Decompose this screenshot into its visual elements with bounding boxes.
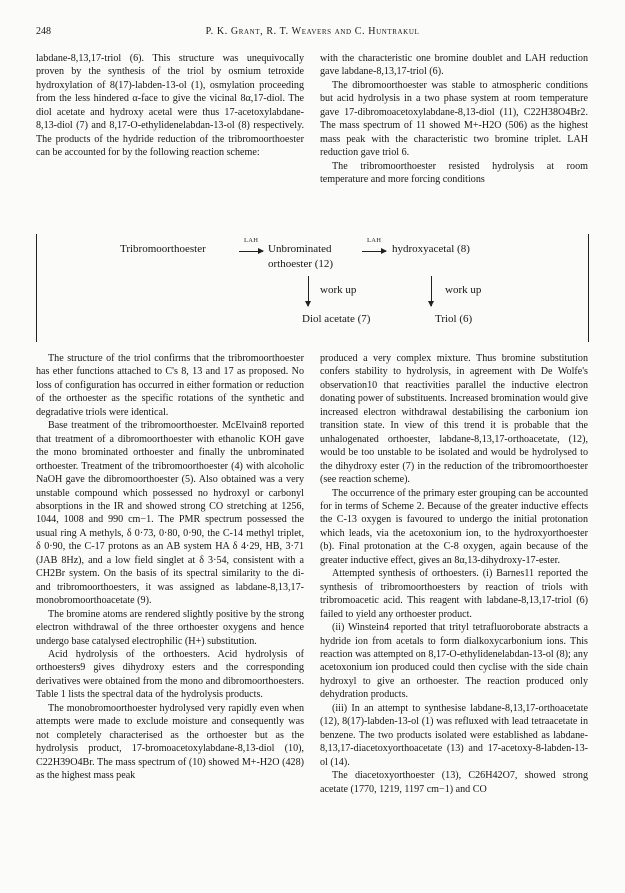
scheme-arrow-2 (362, 251, 386, 252)
paragraph: The diacetoxyorthoester (13), C26H42O7, showed strong acetate (1770, 1219, 1197 cm−1) and CO (320, 770, 588, 795)
paragraph: (iii) In an attempt to synthesise labdane-8,13,17-orthoacetate (12), 8(17)-labden-13-ol (1) was refluxed with lead tetraacetate in benzene. The two products isolated were established as labdane-8,13,17-diacetoxyorthoacetate (13) and 17-acetoxy-8-labden-13-ol (14). (320, 702, 588, 768)
paragraph: The structure of the triol confirms that the tribromoorthoester has ether functions attached to C's 8, 13 and 17 as proposed. No loss of configuration has occurred in either formation or reduction of the orthoester as the specific rotations of the synthetic and degradative triols were identical. (36, 353, 304, 418)
text-column-top-left (36, 52, 304, 160)
scheme-bracket-left (36, 234, 37, 342)
running-header (36, 26, 589, 40)
scheme-arrow-down-right (431, 276, 432, 306)
paragraph: The dibromoorthoester was stable to atmospheric conditions but acid hydrolysis in a two phase system at room temperature gave 17-dibromoacetoxylabdane-8,13-diol (11), C22H38O4Br2. The mass spectrum of 11 showed M+-H2O (506) as the highest mass peak with the characteristic two bromine triplet. LAH reduction gave triol 6. (320, 79, 588, 159)
paragraph: Acid hydrolysis of the orthoesters. Acid hydrolysis of orthoesters9 gives dihydroxy esters and the corresponding derivatives were obtained from the mono and dibromoorthoesters. Table 1 lists the spectral data of the hydrolysis products. (36, 648, 304, 701)
scheme-bracket-right (588, 234, 589, 342)
paragraph: Attempted synthesis of orthoesters. (i) Barnes11 reported the synthesis of tribromoorthoesters by reaction of triols with tribromoacetic acid. This reagent with labdane-8,13,17-triol (6) failed to yield any orthoester product. (320, 568, 588, 620)
text-column-bottom-right (320, 352, 588, 796)
reaction-scheme (36, 234, 589, 342)
scheme-start-compound: Tribromoorthoester (120, 243, 206, 255)
scheme-workup-left: work up (320, 284, 357, 296)
scheme-workup-right: work up (445, 284, 482, 296)
scheme-reagent-2: LAH (367, 237, 382, 244)
scheme-end-compound: hydroxyacetal (8) (392, 243, 470, 255)
paragraph: The monobromoorthoester hydrolysed very rapidly even when attempts were made to exclude moisture and consequently was not completely characterised as the orthoester but as the hydrolysis product, 17-bromoacetoxylabdane-8,13-diol (10), C22H39O4Br. The mass spectrum of (10) showed M+-H2O (428) as the highest mass peak (36, 702, 304, 782)
paragraph: The tribromoorthoester resisted hydrolysis at room temperature and more forcing conditions (320, 160, 588, 186)
paragraph: Base treatment of the tribromoorthoester. McElvain8 reported that treatment of a dibromoorthoester with ethanolic KOH gave the mono brominated orthoester and finally the unbrominated orthoester. Treatment of the tribromoorthoester (4) with alcoholic NaOH gave the dibromoorthoester (5). Also obtained was a very unstable compound which possessed no hydroxyl or carbonyl absorptions in the IR and showed strong CO stretching at 1256, 1044, 1008 and 990 cm−1. The PMR spectrum possessed the usual ring A methyls, δ 0·73, 0·80, 0·90, the C-14 methyl triplet, δ 0·90, the C-17 protons as an AB system HA δ 4·29, HB, 3·71 (JAB 8Hz), and a low field singlet at δ 3·54, consistent with a CH2Br system. On the basis of its spectral similarity to the di- and tribromoorthoesters, it was assigned as labdane-8,13,17-monobromoorthoacetate (9). (36, 420, 304, 607)
scheme-intermediate-line1: Unbrominated (268, 243, 332, 255)
page-number: 248 (36, 26, 51, 37)
scheme-arrow-1 (239, 251, 263, 252)
scheme-product-right: Triol (6) (435, 313, 473, 325)
scheme-reagent-1: LAH (244, 237, 259, 244)
scheme-product-left: Diol acetate (7) (302, 313, 371, 325)
paragraph: The bromine atoms are rendered slightly positive by the strong electron withdrawal of the three orthoester oxygens and hence undergo base catalysed electrophilic (H+) substitution. (36, 608, 304, 647)
paragraph: labdane-8,13,17-triol (6). This structure was unequivocally proven by the synthesis of the triol by osmium tetroxide hydroxylation of 8(17)-labden-13-ol (1), osmylation proceeding from the less hindered α-face to give the vicinal 8α,17-diol. The diol acetate and hydroxy acetal were thus 17-acetoxylabdane-8,13-diol (7) and 8,17-O-ethylidenelabdan-13-ol (8) respectively. The products of the hydride reduction of the tribromoorthoester can be accounted for by the following reaction scheme: (36, 53, 304, 159)
paragraph: The occurrence of the primary ester grouping can be accounted for in terms of Scheme 2. Because of the greater inductive effects the C-13 oxygen is favoured to undergo the initial protonation which leads, via the acetoxonium ion, to the hydroxyorthoester (b). Final protonation at the C-8 oxygen, again because of the greater inductive effect, gives an 8α,13-dihydroxy-17-ester. (320, 487, 588, 566)
text-column-bottom-left (36, 352, 304, 783)
scheme-arrow-down-left (308, 276, 309, 306)
running-header-authors: P. K. Grant, R. T. Weavers and C. Huntrakul (205, 26, 420, 37)
paragraph: with the characteristic one bromine doublet and LAH reduction gave labdane-8,13,17-triol (6). (320, 53, 588, 78)
text-column-top-right (320, 52, 588, 187)
paragraph: produced a very complex mixture. Thus bromine substitution confers stability to hydrolysis, in agreement with De Wolfe's observation10 that reactivities parallel the inductive electron donating power of substituents. Increased bromination would give increased electron withdrawal destabilising the carbonium ion transition state. In view of this trend it is probable that the unhalogenated orthoester, labdane-8,13,17-orthoacetate, (12), would be too unstable to be isolated and would be hydrolysed to the dihydroxy ester (7) in the reduction of the tribromoorthoester (see reaction scheme). (320, 353, 588, 486)
paragraph: (ii) Winstein4 reported that trityl tetrafluoroborate abstracts a hydride ion from acetals to form dialkoxycarbonium ions. This reaction was attempted on 8,17-O-ethylidenelabdan-13-ol (8); any acetoxonium ion produced could then cyclise with the side chain hydroxyl to give an orthoester. The reaction produced only dehydration products. (320, 622, 588, 701)
scheme-intermediate-line2: orthoester (12) (268, 258, 334, 270)
